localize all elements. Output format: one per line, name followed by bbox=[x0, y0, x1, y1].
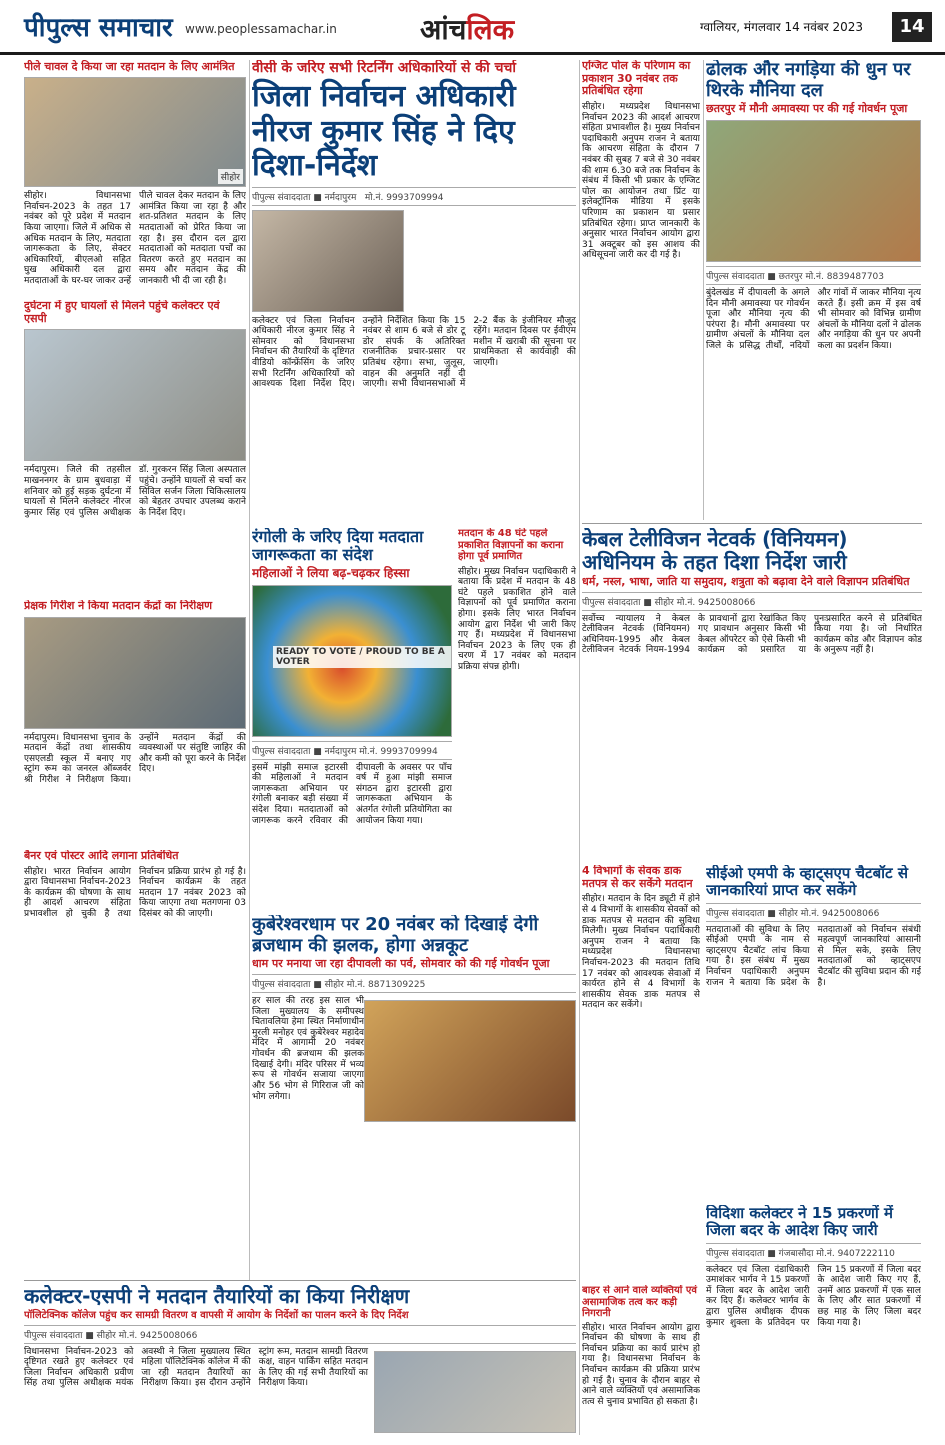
article-body: सीहोर। विधानसभा निर्वाचन-2023 के तहत 17 नवंबर को पूरे प्रदेश में मतदान किया जाएगा। जिले में अधिक से अधिक मतदान के लिए, मतदाता जागरूकता के लिए, सेक्टर अधिकारियों, बीएलओ सहित घुख अधिकारी दल द्वारा मतदाताओं के घर-घर जाकर उन्हें पीले चावल देकर मतदान के लिए आमंत्रित किया जा रहा है और शत-प्रतिशत मतदान के लिए मतदाताओं को प्रेरित किया जा रहा है। इस दौरान दल द्वारा मतदाताओं को मतदाता पर्चों का वितरण करते हुए मतदान का समय और मतदान केंद्र की जानकारी भी दी जा रही है। bbox=[24, 191, 246, 287]
story-district-extern bbox=[706, 1205, 921, 1435]
story-accident-visit bbox=[24, 300, 246, 590]
byline: पीपुल्स संवाददाता ■ गंजबासौदा मो.नं. 9407222110 bbox=[706, 1243, 921, 1262]
byline: पीपुल्स संवाददाता ■ नर्मदापुरम मो.नं. 9993709994 bbox=[252, 741, 452, 760]
byline: पीपुल्स संवाददाता ■ सीहोर मो.नं. 9425008066 bbox=[24, 1325, 576, 1344]
subtitle: पॉलिटेक्निक कॉलेज पहुंच कर सामग्री वितरण व वापसी में आयोग के निर्देशों का पालन करने के दिए निर्देश bbox=[24, 1310, 409, 1321]
article-body: सीहोर। भारत निर्वाचन आयोग द्वारा निर्वाचन की घोषणा के साथ ही निर्वाचन प्रक्रिया का कार्य प्रारंभ हो गया है। विधानसभा निर्वाचन के निर्वाचन कार्यक्रम की प्रक्रिया प्रारंभ हो गई है। चुनाव के दौरान बाहर से आने वाले व्यक्तियों एवं असामाजिक तत्व से चुनाव प्रभावित हो सकता है। bbox=[582, 1322, 700, 1407]
photo bbox=[252, 210, 404, 312]
column-rule bbox=[579, 60, 580, 1435]
headline: प्रेक्षक गिरीश ने किया मतदान केंद्रों का निरीक्षण bbox=[24, 600, 213, 612]
article-body: मतदाताओं की सुविधा के लिए सीईओ एमपी के नाम से व्हाट्सएप चैटबॉट लांच किया गया है। इस संबंध में मुख्य निर्वाचन पदाधिकारी अनुपम राजन ने बताया कि प्रदेश के मतदाताओं को निर्वाचन संबंधी महत्वपूर्ण जानकारियां आसानी से मिल सके, इसके लिए मतदाताओं को व्हाट्सएप चैटबॉट की सुविधा प्रदान की गई है। bbox=[706, 924, 921, 988]
headline: रंगोली के जरिए दिया मतदाता जागरूकता का संदेश bbox=[252, 528, 424, 565]
byline: पीपुल्स संवाददाता ■ सीहोर मो.नं. 9425008066 bbox=[582, 592, 922, 611]
story-collector-sp-inspection bbox=[24, 1285, 576, 1435]
page-number: 14 bbox=[892, 12, 932, 42]
story-postal-ballot bbox=[582, 865, 700, 1195]
story-exit-poll bbox=[582, 60, 700, 520]
subtitle: छतरपुर में मौनी अमावस्या पर की गई गोवर्धन पूजा bbox=[706, 102, 908, 116]
headline: ढोलक और नगड़िया की धुन पर थिरके मौनिया दल bbox=[706, 60, 911, 101]
subtitle: धर्म, नस्ल, भाषा, जाति या समुदाय, शत्रुता को बढ़ावा देने वाले विज्ञापन प्रतिबंधित bbox=[582, 575, 910, 588]
article-body: विधानसभा निर्वाचन-2023 को दृष्टिगत रखते हुए कलेक्टर एवं जिला निर्वाचन अधिकारी प्रवीण सिंह तथा पुलिस अधीक्षक मयंक अवस्थी ने जिला मुख्यालय स्थित महिला पॉलिटेक्निक कॉलेज में की जा रही मतदान तैयारियों का निरीक्षण किया। इस दौरान उन्होंने स्ट्रांग रूम, मतदान सामग्री वितरण कक्ष, वाहन पार्किंग सहित मतदान के लिए की गई सभी तैयारियों का निरीक्षण किया। bbox=[24, 1346, 368, 1389]
photo: सीहोर bbox=[24, 77, 246, 187]
story-mauniya bbox=[706, 60, 921, 520]
headline: कुबेरेश्वरधाम पर 20 नवंबर को दिखाई देगी ब्रजधाम की झलक, होगा अन्नकूट bbox=[252, 915, 539, 956]
photo bbox=[374, 1351, 576, 1433]
rangoli-photo: READY TO VOTE / PROUD TO BE A VOTER bbox=[252, 585, 452, 737]
article-body: कलेक्टर एवं जिला दंडाधिकारी उमाशंकर भार्गव ने 15 प्रकरणों में जिला बदर के आदेश जारी कर दिए हैं। कलेक्टर भार्गव के द्वारा पुलिस अधीक्षक दीपक कुमार शुक्ला के प्रतिवेदन पर जिन 15 प्रकरणों में जिला बदर के आदेश जारी किए गए हैं, उनमें आठ प्रकरणों में एक साल के लिए और सात प्रकरणों में छह माह के लिए जिला बदर किया गया है। bbox=[706, 1264, 921, 1328]
subtitle: धाम पर मनाया जा रहा दीपावली का पर्व, सोमवार को की गई गोवर्धन पूजा bbox=[252, 957, 550, 971]
headline: 4 विभागों के सेवक डाक मतपत्र से कर सकेंगे मतदान bbox=[582, 865, 693, 890]
byline: पीपुल्स संवाददाता ■ सीहोर मो.नं. 8871309225 bbox=[252, 974, 576, 993]
story-kubereshwar bbox=[252, 915, 576, 1275]
article-body: कलेक्टर एवं जिला निर्वाचन अधिकारी नीरज कुमार सिंह ने सोमवार को विधानसभा निर्वाचन की तैयारियों के दृष्टिगत वीडियो कॉन्फ्रेंसिंग के जरिए सभी रिटर्निंग अधिकारियों को आवश्यक दिशा निर्देश दिए। उन्होंने निर्देशित किया कि 15 नवंबर से शाम 6 बजे से डोर टू डोर संपर्क के अतिरिक्त राजनीतिक प्रचार-प्रसार पर प्रतिबंध रहेगा। सभा, जुलूस, वाहन की अनुमति नहीं दी जाएगी। सभी विधानसभाओं में 2-2 बैंक के इंजीनियर मौजूद रहेंगे। मतदान दिवस पर ईवीएम मशीन में खराबी की सूचना पर प्राथमिकता से कार्यवाही की जाएगी। bbox=[252, 315, 576, 390]
article-body: नर्मदापुरम। विधानसभा चुनाव के मतदान केंद्रों तथा शासकीय एसएलडी स्कूल में बनाए गए स्ट्रांग रूम का जनरल ऑब्जर्वर श्री गिरीश ने निरीक्षण किया। उन्होंने मतदान केंद्रों की व्यवस्थाओं पर संतुष्टि जाहिर की और कमी को पूरा करने के निर्देश दिए। bbox=[24, 732, 246, 786]
byline: पीपुल्स संवाददाता ■ नर्मदापुरम मो.नं. 9993709994 bbox=[252, 187, 576, 206]
photo bbox=[706, 120, 921, 262]
masthead bbox=[0, 0, 945, 55]
issue-date: ग्वालियर, मंगलवार 14 नवंबर 2023 bbox=[700, 20, 863, 34]
story-whatsapp-chatbot bbox=[706, 865, 921, 1195]
photo bbox=[24, 329, 246, 461]
story-observer-inspection bbox=[24, 600, 246, 840]
column-rule bbox=[249, 60, 250, 1280]
article-body: हर साल की तरह इस साल भी जिला मुख्यालय के समीपस्थ चितावलिया हेमा स्थित निर्माणाधीन मुरली मनोहर एवं कुबेरेश्वर महादेव मंदिर में आगामी 20 नवंबर गोवर्धन की ब्रजधाम की झलक दिखाई देगी। मंदिर परिसर में भव्य रूप से गोवर्धन सजाया जाएगा और 56 भोग से गिरिराज जी को भोग लगेगा। bbox=[252, 996, 364, 1102]
headline: एग्जिट पोल के परिणाम का प्रकाशन 30 नवंबर तक प्रतिबंधित रहेगा bbox=[582, 60, 691, 98]
headline: सीईओ एमपी के व्हाट्सएप चैटबॉट से जानकारियां प्राप्त कर सकेंगे bbox=[706, 865, 908, 900]
headline: दुर्घटना में हुए घायलों से मिलने पहुंचे कलेक्टर एवं एसपी bbox=[24, 300, 220, 325]
headline: मतदान के 48 घंटे पहले प्रकाशित विज्ञापनों का कराना होगा पूर्व प्रमाणित bbox=[458, 528, 564, 562]
kicker: वीसी के जरिए सभी रिटर्निंग अधिकारियों से की चर्चा bbox=[252, 60, 516, 76]
article-body: इसमें मांझी समाज इटारसी की महिलाओं ने मतदान जागरूकता अभियान पर रंगोली बनाकर बड़ी संख्या में संदेश दिया। मतदाताओं को जागरूक करने रविवार की दीपावली के अवसर पर पाँच वर्ष में हुआ मांझी समाज संगठन द्वारा इटारसी द्वारा जागरूकता अभियान के अंतर्गत रंगोली प्रतियोगिता का आयोजन किया गया। bbox=[252, 762, 452, 826]
story-rice-invitation bbox=[24, 60, 246, 292]
brand-url[interactable]: www.peoplessamachar.in bbox=[185, 22, 337, 36]
headline: विदिशा कलेक्टर ने 15 प्रकरणों में जिला बदर के आदेश किए जारी bbox=[706, 1205, 893, 1240]
photo bbox=[24, 617, 246, 729]
story-ad-certification bbox=[458, 528, 576, 908]
row-rule bbox=[24, 1280, 576, 1281]
article-body: नर्मदापुरम। जिले की तहसील माखननगर के ग्राम बुधवाड़ा में शनिवार को हुई सड़क दुर्घटना में घायलों से मिलने कलेक्टर नीरज कुमार सिंह एवं पुलिस अधीक्षक डॉ. गुरकरन सिंह जिला अस्पताल पहुंचे। उन्होंने घायलों से चर्चा कर सिविल सर्जन जिला चिकित्सालय को बेहतर उपचार उपलब्ध कराने के निर्देश दिए। bbox=[24, 465, 246, 518]
headline: बाहर से आने वाले व्यक्तियों एवं असामाजिक तत्व कर कड़ी निगरानी bbox=[582, 1285, 697, 1319]
brand-logo: पीपुल्स समाचार bbox=[24, 13, 173, 43]
headline: जिला निर्वाचन अधिकारी नीरज कुमार सिंह ने दिए दिशा-निर्देश bbox=[252, 79, 516, 184]
column-rule bbox=[703, 60, 704, 520]
story-outsider-watch bbox=[582, 1285, 700, 1435]
byline: पीपुल्स संवाददाता ■ सीहोर मो.नं. 9425008066 bbox=[706, 903, 921, 922]
article-body: सर्वोच्च न्यायालय ने केबल टेलीविजन नेटवर्क (विनियमन) अधिनियम-1995 और केबल टेलीविजन नेटवर्क नियम-1994 के प्रावधानों द्वारा रेखांकित किए गए प्रावधान अनुसार किसी भी केबल ऑपरेटर को ऐसे किसी भी कार्यक्रम को प्रसारित या पुनःप्रसारित करने से प्रतिबंधित किया गया है। जो निर्धारित कार्यक्रम कोड और विज्ञापन कोड के अनुरूप नहीं है। bbox=[582, 613, 922, 656]
row-rule bbox=[582, 523, 922, 524]
section-title: आंचलिक bbox=[420, 13, 515, 46]
photo bbox=[364, 1000, 576, 1122]
story-rangoli bbox=[252, 528, 452, 908]
article-body: सीहोर। मध्यप्रदेश विधानसभा निर्वाचन 2023 की आदर्श आचरण संहिता प्रभावशील है। मुख्य निर्वाचन पदाधिकारी अनुपम राजन ने बताया कि आचरण संहिता के दौरान 7 नवंबर की सुबह 7 बजे से 30 नवंबर की शाम 6.30 बजे तक निर्वाचन के संबंध में किसी भी प्रकार के एग्जिट पोल का आयोजन तथा प्रिंट या इलेक्ट्रॉनिक मीडिया में इसके परिणाम का प्रकाशन या प्रसार प्रतिबंधित रहेगा। प्राप्त जानकारी के अनुसार भारत निर्वाचन आयोग द्वारा 31 अक्टूबर को इस आशय की अधिसूचना जारी कर दी गई है। bbox=[582, 101, 700, 261]
headline: बैनर एवं पोस्टर आदि लगाना प्रतिबंधित bbox=[24, 850, 179, 862]
article-body: सीहोर। मुख्य निर्वाचन पदाधिकारी ने बताया कि प्रदेश में मतदान के 48 घंटे पहले प्रकाशित होने वाले विज्ञापनों को पूर्व प्रमाणित कराना होगा। इसके लिए भारत निर्वाचन आयोग द्वारा निर्देश भी जारी किए गए हैं। मध्यप्रदेश में विधानसभा निर्वाचन 2023 के लिए एक ही चरण में 17 नवंबर को मतदान प्रक्रिया संपन्न होगी। bbox=[458, 566, 576, 672]
headline: पीले चावल दे किया जा रहा मतदान के लिए आमंत्रित bbox=[24, 60, 235, 73]
headline: कलेक्टर-एसपी ने मतदान तैयारियों का किया निरीक्षण bbox=[24, 1285, 410, 1308]
subtitle: महिलाओं ने लिया बढ़-चढ़कर हिस्सा bbox=[252, 565, 410, 580]
story-election-officer bbox=[252, 60, 576, 520]
article-body: सीहोर। भारत निर्वाचन आयोग द्वारा विधानसभा निर्वाचन-2023 के कार्यक्रम की घोषणा के साथ ही आदर्श आचरण संहिता प्रभावशील हो चुकी है तथा निर्वाचन प्रक्रिया प्रारंभ हो गई है। निर्वाचन कार्यक्रम के तहत मतदान 17 नवंबर 2023 को किया जाएगा तथा मतगणना 03 दिसंबर को की जाएगी। bbox=[24, 866, 246, 920]
story-banner-ban bbox=[24, 850, 246, 1170]
story-cable-tv bbox=[582, 528, 922, 858]
article-body: सीहोर। मतदान के दिन ड्यूटी में होने से 4 विभागों के शासकीय सेवकों को डाक मतपत्र से मतदान की सुविधा मिलेगी। मुख्य निर्वाचन पदाधिकारी अनुपम राजन ने बताया कि मध्यप्रदेश विधानसभा निर्वाचन-2023 की मतदान तिथि 17 नवंबर को आवश्यक सेवाओं में कार्यरत होने से 4 विभागों के शासकीय सेवक डाक मतपत्र से मतदान कर सकेंगे। bbox=[582, 894, 700, 1011]
headline: केबल टेलीविजन नेटवर्क (विनियमन) अधिनियम के तहत दिशा निर्देश जारी bbox=[582, 528, 848, 574]
article-body: बुंदेलखंड में दीपावली के अगले दिन मौनी अमावस्या पर गोवर्धन पूजा और मौनिया नृत्य की परंपरा है। मौनी अमावस्या पर ग्रामीण अंचलों के मौनिया दल जिले के प्रसिद्ध तीर्थों, नदियों और गांवों में जाकर मौनिया नृत्य करते हैं। इसी क्रम में इस वर्ष भी सोमवार को विभिन्न ग्रामीण अंचलों के मौनिया दलों ने ढोलक और नगड़िया की धुन पर अपनी कला का प्रदर्शन किया। bbox=[706, 288, 921, 352]
byline: पीपुल्स संवाददाता ■ छतरपुर मो.नं. 8839487703 bbox=[706, 266, 921, 285]
